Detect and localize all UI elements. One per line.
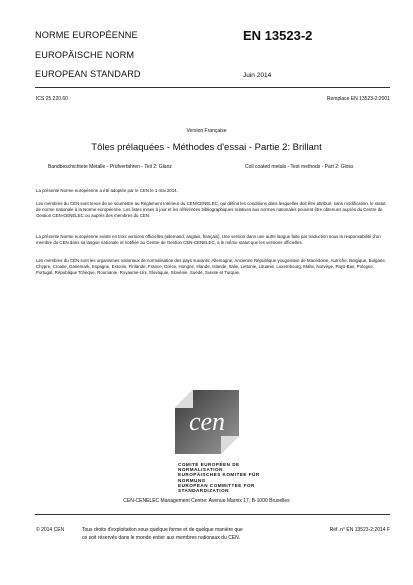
paragraph-members: Les membres du CEN sont les organismes nationaux de normalisation des pays suivants: Allemagne, Ancienne République yougoslave de Macédoine, Autriche, Belgique, Bulgarie, Chypre, Croatie, Danemark, Espagne, Estonie, Finlande, France, Grèce, Hongrie, Irlande, Islande, Italie, Lettonie, Lituanie, Luxembourg, Malte, Norvège, Pays-Bas, Pologne, Portugal, République Tchèque, Roumanie, Royaume-Uni, Slovaquie, Slovénie, Suède, Suisse et Turquie. (36, 258, 386, 276)
top-rule (35, 87, 390, 88)
header-norm-en: EUROPEAN STANDARD (35, 69, 141, 79)
bottom-rule (35, 514, 390, 515)
document-title: Tôles prélaquées - Méthodes d'essai - Partie 2: Brillant (91, 142, 322, 153)
management-centre-address: CEN-CENELEC Management Centre: Avenue Marnix 17, B-1000 Bruxelles (123, 498, 290, 504)
header-norm-de: EUROPÄISCHE NORM (35, 50, 135, 60)
cen-logo-text: cen (188, 407, 226, 436)
cen-logo (171, 386, 243, 458)
copyright: © 2014 CEN (36, 527, 65, 533)
replaces-note: Remplace EN 13523-2:2001 (326, 96, 390, 102)
cen-name-fr: COMITÉ EUROPÉEN DE NORMALISATION (178, 462, 240, 473)
standard-number: EN 13523-2 (243, 28, 313, 43)
header-norm-fr: NORME EUROPÉENNE (35, 30, 138, 40)
cen-name-de: EUROPÄISCHES KOMITEE FÜR NORMUNG (178, 472, 260, 483)
version-label: Version Française (186, 128, 227, 134)
paragraph-regulations: Les membres du CEN sont tenus de se soumettre au Règlement Intérieur du CEN/CENELEC, qui définit les conditions dans lesquelles doit être attribué, sans modification, le statut de norme nationale à la Norme européenne. Les listes mises à jour et les références bibliographiques relatives aux normes nationales peuvent être obtenues auprès du Centre de Gestion CEN-CENELEC ou auprès des membres du CEN. (36, 201, 386, 219)
title-german: Bandbeschichtete Metalle - Prüfverfahren - Teil 2: Glanz (48, 164, 172, 170)
cen-name-en: EUROPEAN COMMITTEE FOR STANDARDIZATION (178, 482, 255, 494)
paragraph-versions: La présente Norme européenne existe en trois versions officielles (allemand, anglais, français). Une version dans une autre langue faite par traduction sous la responsabilité d'un membre du CEN dans sa langue nationale et notifiée au Centre de Gestion CEN-CENELEC, a le même statut que les versions officielles. (36, 234, 381, 246)
title-english: Coil coated metals - Test methods - Part 2: Gloss (245, 164, 354, 170)
rights-line-2: ce soit réservés dans le monde entier aux membres nationaux du CEN. (82, 535, 241, 541)
paragraph-adoption: La présente Norme européenne a été adoptée par le CEN le 1 mai 2014. (36, 188, 178, 193)
cen-logo-graphic (171, 386, 243, 458)
reference-number: Réf. n° EN 13523-2:2014 F (329, 527, 390, 533)
publication-date: Juin 2014 (243, 72, 272, 79)
rights-line-1: Tous droits d'exploitation sous quelque forme et de quelque manière que (82, 527, 243, 533)
ics-code: ICS 25.220.60 (36, 96, 68, 102)
cen-committee-names (178, 462, 286, 493)
